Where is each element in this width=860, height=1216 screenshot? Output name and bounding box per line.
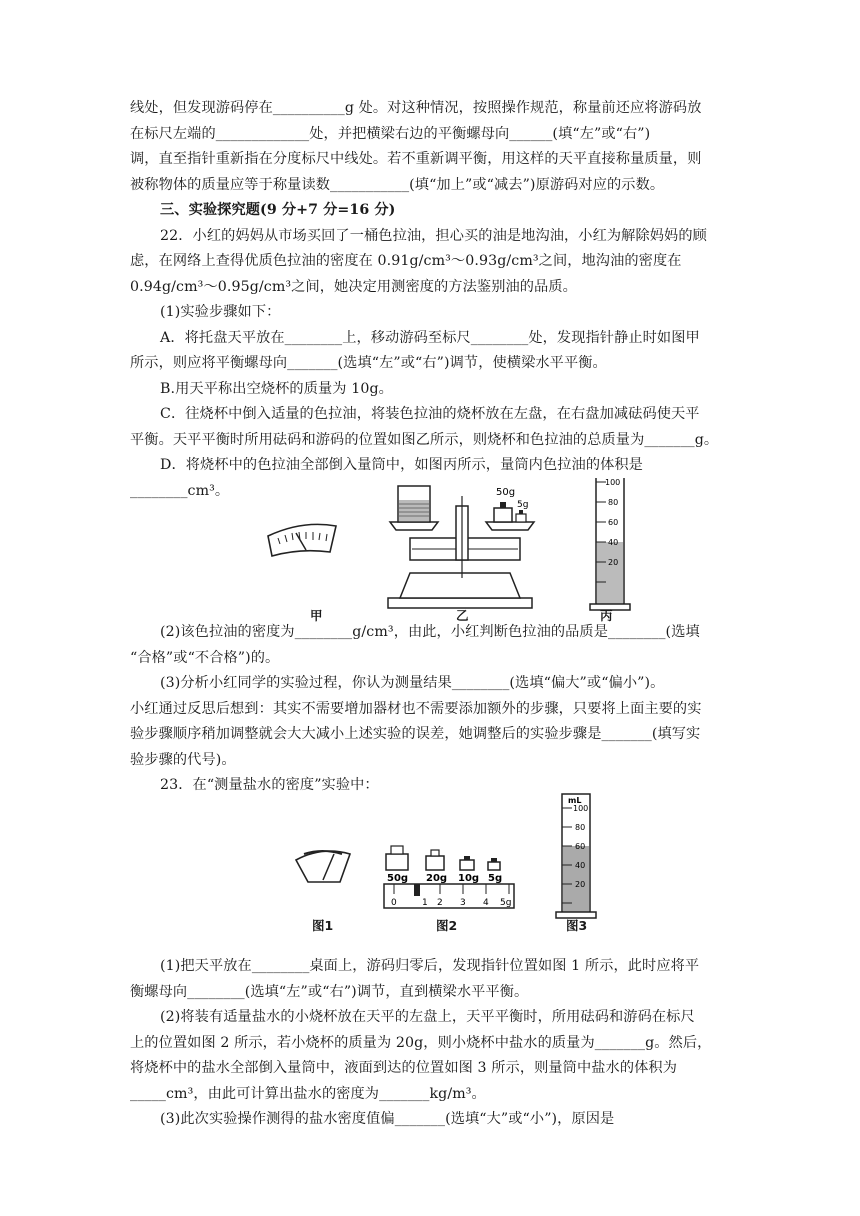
weight-label-50g: 50g [496,487,516,498]
cylinder-tick-label: 40 [575,861,586,870]
q23-part1: (1)把天平放在________桌面上，游码归零后，发现指针位置如图 1 所示，此时应将平 [160,958,700,974]
caption-yi: 乙 [456,608,469,623]
weight-label: 20g [426,873,448,884]
scale-tick-label: 1 [422,898,428,908]
q23-figure-svg [290,790,740,930]
q23-title: 23．在“测量盐水的密度”实验中： [160,777,379,793]
q22-part3: 验步骤的代号)。 [130,751,236,768]
document-page [130,96,740,504]
caption-bing: 丙 [600,608,613,623]
cylinder-tick-label: 60 [575,842,586,851]
q22-intro: 虑，在网络上查得优质色拉油的密度在 0.91g/cm³～0.93g/cm³之间，地沟油的密度在 [130,253,682,269]
cylinder-unit: mL [568,796,582,805]
weight-label: 5g [488,873,503,884]
caption-fig1: 图1 [312,918,334,933]
scale-tick-label: 3 [460,898,466,908]
caption-jia: 甲 [310,608,323,623]
scale-tick-label: 5g [500,898,512,908]
q22-intro: 0.94g/cm³～0.95g/cm³之间，她决定用测密度的方法鉴别油的品质。 [130,278,577,295]
cylinder-tick-label: 60 [608,518,619,527]
q22-part2: (2)该色拉油的密度为________g/cm³，由此，小红判断色拉油的品质是________(选填 [160,624,700,640]
q23-part3: (3)此次实验操作测得的盐水密度值偏_______(选填“大”或“小”)，原因是 [160,1111,615,1127]
scale-tick-label: 4 [483,898,489,908]
q23-part2: (2)将装有适量盐水的小烧杯放在天平的左盘上，天平平衡时，所用砝码和游码在标尺 [160,1009,695,1025]
pointer-dial-icon [296,851,350,882]
section-heading: 三、实验探究题(9 分+7 分=16 分) [160,202,396,218]
scale-tick-label: 0 [391,898,397,908]
scale-tick-label: 2 [437,898,443,908]
cylinder-tick-label: 80 [575,823,586,832]
q22-step-a: 所示，则应将平衡螺母向_______(选填“左”或“右”)调节，使横梁水平平衡。 [130,355,607,371]
q22-part3: 验步骤顺序稍加调整就会大大减小上述实验的误差，她调整后的实验步骤是_______(填写实 [130,726,701,742]
document-page-end [130,954,740,1133]
weight-label: 10g [458,873,480,884]
q22-figures [260,478,760,628]
q22-figure-svg [260,478,760,628]
q22-step-c: C．往烧杯中倒入适量的色拉油，将装色拉油的烧杯放在左盘，在右盘加减砝码使天平 [160,406,700,422]
q22-part2: “合格”或“不合格”)的。 [130,649,280,666]
cylinder-tick-label: 100 [605,478,621,487]
pointer-dial-icon [268,524,336,556]
text-line: 在标尺左端的_____________处，并把横梁右边的平衡螺母向______(填“左”或“右”) [130,125,651,142]
q22-step-d: ________cm³。 [130,482,230,499]
caption-fig3: 图3 [566,918,588,933]
cylinder-tick-label: 100 [573,804,589,813]
q22-step-a: A．将托盘天平放在________上，移动游码至标尺________处，发现指针静止时如图甲 [160,329,700,346]
q22-step-b: B.用天平称出空烧杯的质量为 10g。 [160,380,393,397]
balance-icon [388,486,534,608]
cylinder-tick-label: 20 [608,558,619,567]
q22-step-head: (1)实验步骤如下： [160,304,281,320]
weight-label: 50g [387,873,409,884]
document-page-continued [130,620,740,799]
q23-part2: 上的位置如图 2 所示，若小烧杯的质量为 20g，则小烧杯中盐水的质量为_______g。然后， [130,1034,712,1051]
q23-part1: 衡螺母向________(选填“左”或“右”)调节，直到横梁水平平衡。 [130,983,529,1000]
text-line: 线处，但发现游码停在__________g 处。对这种情况，按照操作规范，称量前还应将游码放 [130,100,702,116]
text-line: 调，直至指针重新指在分度标尺中线处。若不重新调平衡，用这样的天平直接称量质量，则 [130,151,702,167]
caption-fig2: 图2 [436,918,458,933]
q22-step-c: 平衡。天平平衡时所用砝码和游码的位置如图乙所示，则烧杯和色拉油的总质量为_______g。 [130,431,719,448]
q22-step-d: D．将烧杯中的色拉油全部倒入量筒中，如图丙所示，量筒内色拉油的体积是 [160,457,643,473]
q22-part3: (3)分析小红同学的实验过程，你认为测量结果________(选填“偏大”或“偏小”)。 [160,675,665,691]
q22-part3: 小红通过反思后想到：其实不需要增加器材也不需要添加额外的步骤，只要将上面主要的实 [130,700,702,717]
q22-intro: 22．小红的妈妈从市场买回了一桶色拉油，担心买的油是地沟油，小红为解除妈妈的顾 [160,227,707,244]
cylinder-tick-label: 40 [608,538,619,547]
cylinder-tick-label: 80 [608,498,619,507]
q23-part2: _____cm³，由此可计算出盐水的密度为_______kg/m³。 [130,1085,486,1102]
text-line: 被称物体的质量应等于称量读数___________(填“加上”或“减去”)原游码对应的示数。 [130,176,665,193]
q23-figures [290,790,740,933]
weight-label-5g: 5g [517,500,529,510]
cylinder-tick-label: 20 [575,880,586,889]
q23-part2: 将烧杯中的盐水全部倒入量筒中，液面到达的位置如图 3 所示，则量筒中盐水的体积为 [130,1060,677,1076]
